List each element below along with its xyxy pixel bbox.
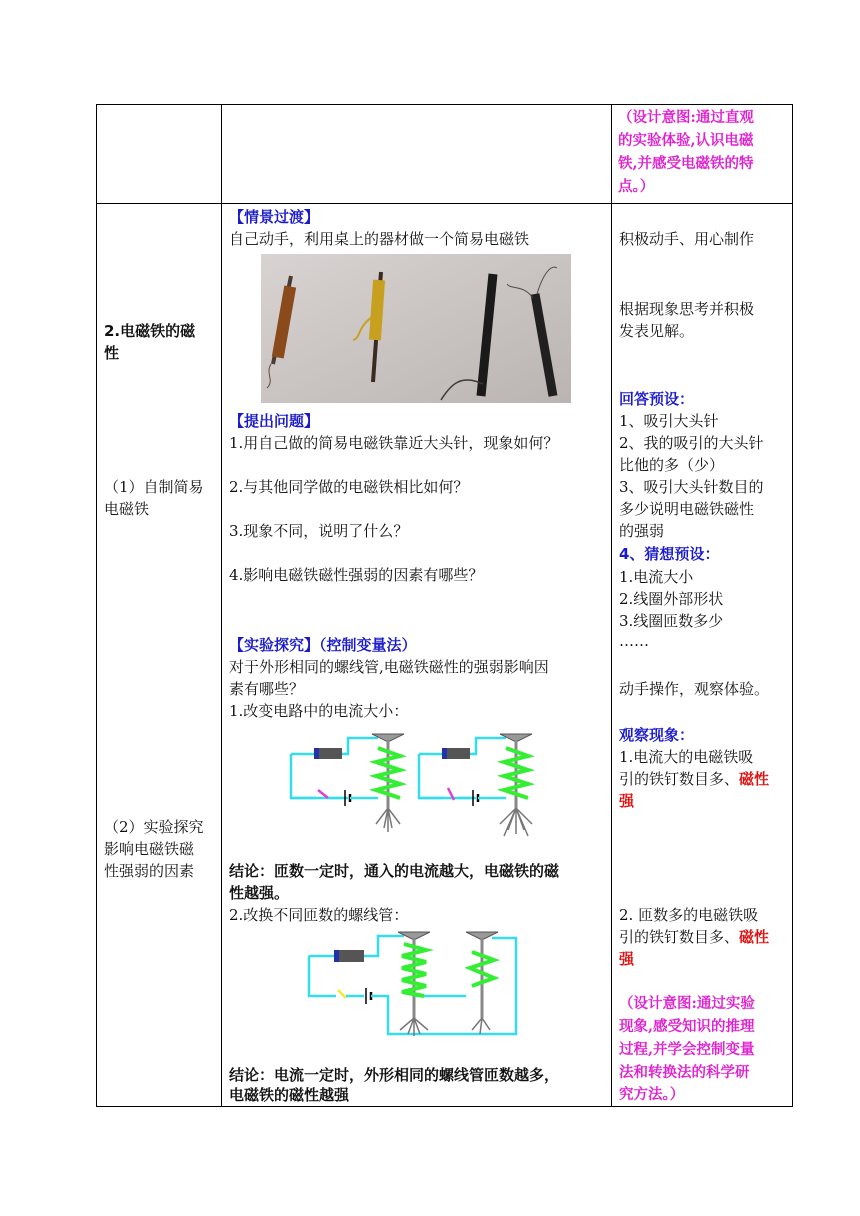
- student-think: 根据现象思考并积极: [619, 300, 755, 318]
- explore-text: 对于外形相同的螺线管,电磁铁磁性的强弱影响因: [229, 658, 549, 676]
- table-border-top: [96, 104, 793, 105]
- table-row-divider: [96, 203, 793, 204]
- observation-2-emphasis: 强: [619, 950, 635, 968]
- scene-heading: 【情景过渡】: [229, 208, 320, 226]
- answer-item: 3、吸引大头针数目的: [619, 478, 764, 496]
- explore-heading: 【实验探究】（控制变量法）: [229, 636, 417, 654]
- table-border-left: [96, 104, 97, 1107]
- observe-heading: 观察现象：: [619, 726, 695, 744]
- circuit-diagram-current: [288, 728, 558, 846]
- question-heading: 【提出问题】: [229, 412, 320, 430]
- table-col-divider-2: [611, 104, 612, 1107]
- design-intent-2-line: 过程,并学会控制变量: [619, 1041, 755, 1058]
- student-think: 发表见解。: [619, 322, 695, 340]
- answer-item: 的强弱: [619, 522, 665, 540]
- design-intent-2-line: 究方法。）: [619, 1086, 685, 1103]
- question-item: 3.现象不同，说明了什么？: [229, 522, 409, 540]
- step-1-label: 1.改变电路中的电流大小：: [229, 702, 409, 720]
- subsection-2-label: 性强弱的因素: [104, 862, 195, 880]
- observation-1-text: 引的铁钉数目多、: [619, 770, 740, 788]
- subsection-2-label: （2）实验探究: [104, 818, 204, 836]
- section-title: 2.电磁铁的磁: [104, 322, 196, 340]
- student-activity: 积极动手、用心制作: [619, 230, 755, 248]
- hands-on-text: 动手操作，观察体验。: [619, 680, 770, 698]
- guess-heading: 4、猜想预设：: [619, 545, 720, 563]
- design-intent-line: 铁,并感受电磁铁的特: [618, 155, 754, 172]
- question-item: 4.影响电磁铁磁性强弱的因素有哪些？: [229, 566, 484, 584]
- table-border-bottom: [96, 1106, 793, 1107]
- guess-item: 1.电流大小: [619, 568, 694, 586]
- answer-item: 2、我的吸引的大头针: [619, 434, 764, 452]
- observation-1-emphasis: 强: [619, 792, 635, 810]
- circuit-right: [419, 734, 532, 836]
- observation-2: [619, 926, 769, 948]
- observation-2-emphasis: 磁性: [739, 928, 770, 946]
- guess-item: ……: [619, 632, 649, 650]
- answer-item: 比他的多（少）: [619, 456, 725, 474]
- homemade-electromagnets-photo: [261, 254, 571, 403]
- step-2-label: 2.改换不同匝数的螺线管：: [229, 906, 409, 924]
- scene-text: 自己动手，利用桌上的器材做一个简易电磁铁: [229, 230, 530, 248]
- conclusion-1: 性越强。: [229, 884, 290, 902]
- observation-1-emphasis: 磁性: [739, 770, 770, 788]
- section-title: 性: [104, 344, 120, 362]
- table-border-right: [792, 104, 793, 1107]
- design-intent-line: （设计意图:通过直观: [618, 109, 754, 126]
- explore-text: 素有哪些？: [229, 680, 305, 698]
- conclusion-2: 结论：电流一定时，外形相同的螺线管匝数越多，: [229, 1066, 560, 1084]
- design-intent-2-line: 法和转换法的科学研: [619, 1064, 750, 1081]
- observation-1: 1.电流大的电磁铁吸: [619, 748, 754, 766]
- answer-item: 1、吸引大头针: [619, 412, 719, 430]
- question-item: 2.与其他同学做的电磁铁相比如何？: [229, 478, 469, 496]
- guess-item: 2.线圈外部形状: [619, 590, 724, 608]
- circuit-diagram-turns: [306, 930, 526, 1040]
- subsection-1-label: （1）自制简易: [104, 478, 204, 496]
- observation-1: [619, 768, 769, 790]
- observation-2: 2. 匝数多的电磁铁吸: [619, 906, 759, 924]
- design-intent-line: 的实验体验,认识电磁: [618, 132, 754, 149]
- table-col-divider-1: [221, 104, 222, 1107]
- question-item: 1.用自己做的简易电磁铁靠近大头针，现象如何？: [229, 434, 559, 452]
- observation-2-text: 引的铁钉数目多、: [619, 928, 740, 946]
- answer-item: 多少说明电磁铁磁性: [619, 500, 755, 518]
- circuit-left: [291, 734, 404, 832]
- guess-item: 3.线圈匝数多少: [619, 612, 724, 630]
- subsection-1-label: 电磁铁: [104, 500, 150, 518]
- answer-heading: 回答预设：: [619, 390, 695, 408]
- subsection-2-label: 影响电磁铁磁: [104, 840, 195, 858]
- design-intent-2-line: （设计意图:通过实验: [619, 995, 755, 1012]
- design-intent-line: 点。）: [618, 178, 655, 195]
- conclusion-1: 结论：匝数一定时，通入的电流越大，电磁铁的磁: [229, 862, 560, 880]
- design-intent-2-line: 现象,感受知识的推理: [619, 1018, 755, 1035]
- conclusion-2: 电磁铁的磁性越强: [229, 1086, 350, 1104]
